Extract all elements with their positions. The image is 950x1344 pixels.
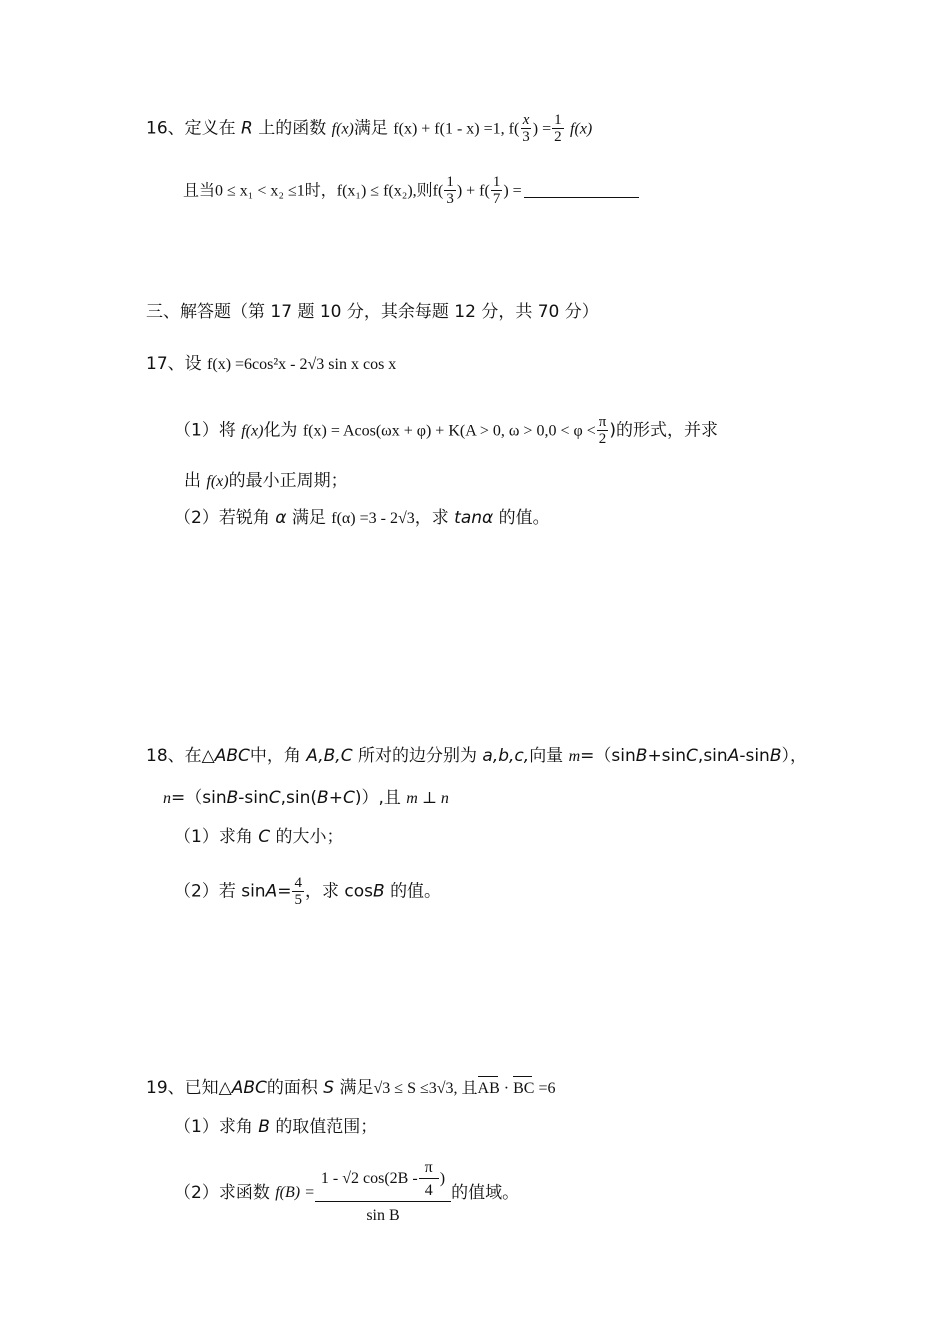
q19-vector-bc: BC [513, 1077, 534, 1101]
q18-text: 的值。 [390, 881, 442, 902]
q19-frac-pi4 [419, 1160, 439, 1199]
q18-vector-m: m [568, 748, 581, 765]
q18-var: C [686, 746, 698, 766]
q17-target-form: f(x) = Acos(ωx + φ) + K(A > 0, ω > 0,0 < φ < [302, 422, 596, 440]
q17-text: ，求 [414, 508, 449, 528]
q18-text: ，求 cos [304, 881, 373, 902]
q18-text: =（sin [171, 788, 227, 808]
q17-text: 化为 [263, 420, 298, 441]
frac-num: 1 [554, 112, 562, 128]
q18-text: -sin [238, 788, 269, 808]
q19-num-text: 1 - √2 cos(2B - [320, 1170, 418, 1188]
frac-num: 1 [492, 174, 501, 190]
q18-text: （2）若 sin [174, 881, 266, 902]
q18-text: =（sin [580, 746, 636, 766]
q17-text: （2）若锐角 [174, 508, 270, 528]
q18-var: B [769, 746, 782, 766]
q17-part1-line1 [174, 414, 718, 447]
q18-vector-n: n [163, 790, 171, 807]
q16-text: 上的函数 [258, 118, 327, 139]
q18-var: B+C [317, 788, 355, 808]
q16-frac-half [552, 112, 564, 145]
q18-var: B [372, 881, 385, 902]
q19-var: B [258, 1117, 270, 1137]
frac-den: 5 [294, 892, 302, 908]
q18-text: +sin [647, 746, 687, 766]
q19-text: 的值域。 [451, 1183, 520, 1203]
q16-frac-17 [491, 174, 503, 207]
q17-text: 的最小正周期； [228, 471, 348, 491]
q18-var: A [727, 746, 740, 766]
q18-text: 的大小； [275, 827, 344, 847]
section3-title: 三、解答题（第 17 题 10 分，其余每题 12 分，共 70 分） [146, 302, 599, 322]
q18-text: 中，角 [249, 746, 301, 766]
frac-num: 4 [294, 875, 302, 891]
q18-sides: a,b,c, [482, 746, 530, 766]
q17-function-def: f(x) =6cos²x - 2√3 sin x cos x [207, 356, 397, 373]
q18-text: ）， [781, 746, 807, 766]
q16-line1 [146, 112, 592, 145]
q16-number: 16、 [146, 118, 185, 139]
q17-number: 17、设 [146, 354, 202, 374]
q19-area: S [323, 1078, 335, 1098]
q18-text: 18、在 [146, 746, 202, 766]
q19-part1 [174, 1115, 377, 1139]
q19-condition-end: =6 [534, 1080, 556, 1097]
frac-num: π [419, 1160, 439, 1179]
q17-text: )的形式，并求 [609, 420, 718, 441]
q18-var: B [226, 788, 239, 808]
q16-eq1-mid: ) = [532, 120, 552, 138]
frac-den: 2 [598, 431, 607, 447]
q18-triangle: △ABC [201, 746, 250, 766]
q19-text: 满足 [339, 1078, 374, 1098]
q18-line2 [163, 786, 449, 811]
q19-line1 [146, 1076, 555, 1101]
q17-part2 [174, 506, 550, 531]
q19-numerator [315, 1160, 451, 1202]
frac-num: π [598, 414, 607, 430]
q18-var: B [635, 746, 648, 766]
q19-vector-ab: AB [478, 1077, 500, 1101]
q17-text: 出 [184, 471, 201, 491]
frac-den: 3 [446, 191, 454, 207]
q18-text: ,sin [697, 746, 728, 766]
q17-frac-pi2 [597, 414, 609, 447]
q19-text: （2）求函数 [174, 1183, 270, 1203]
frac-den: 7 [492, 191, 501, 207]
q19-part2 [174, 1160, 519, 1222]
q17-part1-line2 [184, 469, 348, 494]
q19-condition: √3 ≤ S ≤3√3, 且 [373, 1080, 478, 1097]
q17-alpha: α [275, 508, 287, 528]
q16-text: 定义在 [184, 118, 236, 139]
q17-tan: tanα [454, 508, 494, 528]
q18-part1 [174, 825, 344, 849]
q17-line1 [146, 352, 396, 377]
q19-text: 的面积 [266, 1078, 318, 1098]
q18-var: C [258, 827, 271, 847]
answer-blank [524, 179, 639, 198]
q17-text: 满足 [291, 508, 326, 528]
q17-condition: f(α) =3 - 2√3 [331, 510, 415, 527]
q18-angles: A,B,C [306, 746, 353, 766]
q19-fB: f(B) = [275, 1184, 315, 1201]
q19-dot: · [499, 1080, 514, 1097]
q16-eq1: f(x) + f(1 - x) =1, f( [393, 120, 520, 138]
q16-text: 满足 [353, 118, 388, 139]
q17-text: （1）将 [174, 420, 236, 441]
q18-var: C [268, 788, 281, 808]
q19-fraction [315, 1160, 451, 1226]
q16-frac-x3 [520, 112, 532, 145]
frac-num: x [522, 112, 530, 128]
q16-frac-13 [444, 174, 456, 207]
frac-den: 2 [554, 129, 562, 145]
q18-part2 [174, 875, 441, 908]
q16-line2 [183, 174, 639, 207]
q16-R: R [241, 118, 253, 139]
q18-text: )）,且 [354, 788, 401, 808]
q18-text: 所对的边分别为 [358, 746, 477, 766]
q17-fx: f(x) [241, 422, 264, 440]
q18-perpendicular: m ⊥ n [406, 790, 449, 807]
q18-text: = [277, 881, 292, 902]
q17-text: 的值。 [498, 508, 550, 528]
q18-text: 向量 [529, 746, 564, 766]
q16-eq-end: ) = [503, 182, 522, 200]
q18-var: A [265, 881, 278, 902]
q18-text: -sin [739, 746, 770, 766]
q16-plus: ) + f( [456, 182, 490, 200]
q19-text: 的取值范围； [275, 1117, 378, 1137]
q16-fx: f(x) [331, 120, 354, 138]
q16-eq1-end: f(x) [570, 120, 593, 138]
q19-triangle: △ABC [218, 1078, 267, 1098]
q18-text: ,sin( [280, 788, 318, 808]
frac-den: 3 [522, 129, 530, 145]
q17-fx: f(x) [206, 473, 229, 490]
q18-text: （1）求角 [174, 827, 253, 847]
q19-num-close: ) [439, 1170, 446, 1188]
q19-denominator: sin B [366, 1207, 400, 1224]
frac-num: 1 [446, 174, 454, 190]
frac-den: 4 [424, 1182, 433, 1199]
q16-condition: 且当0 ≤ x₁ < x₂ ≤1时，f(x₁) ≤ f(x₂),则f( [183, 182, 444, 200]
q18-line1 [146, 744, 807, 769]
q18-frac-45 [292, 875, 304, 908]
q19-text: 19、已知 [146, 1078, 219, 1098]
q19-text: （1）求角 [174, 1117, 253, 1137]
